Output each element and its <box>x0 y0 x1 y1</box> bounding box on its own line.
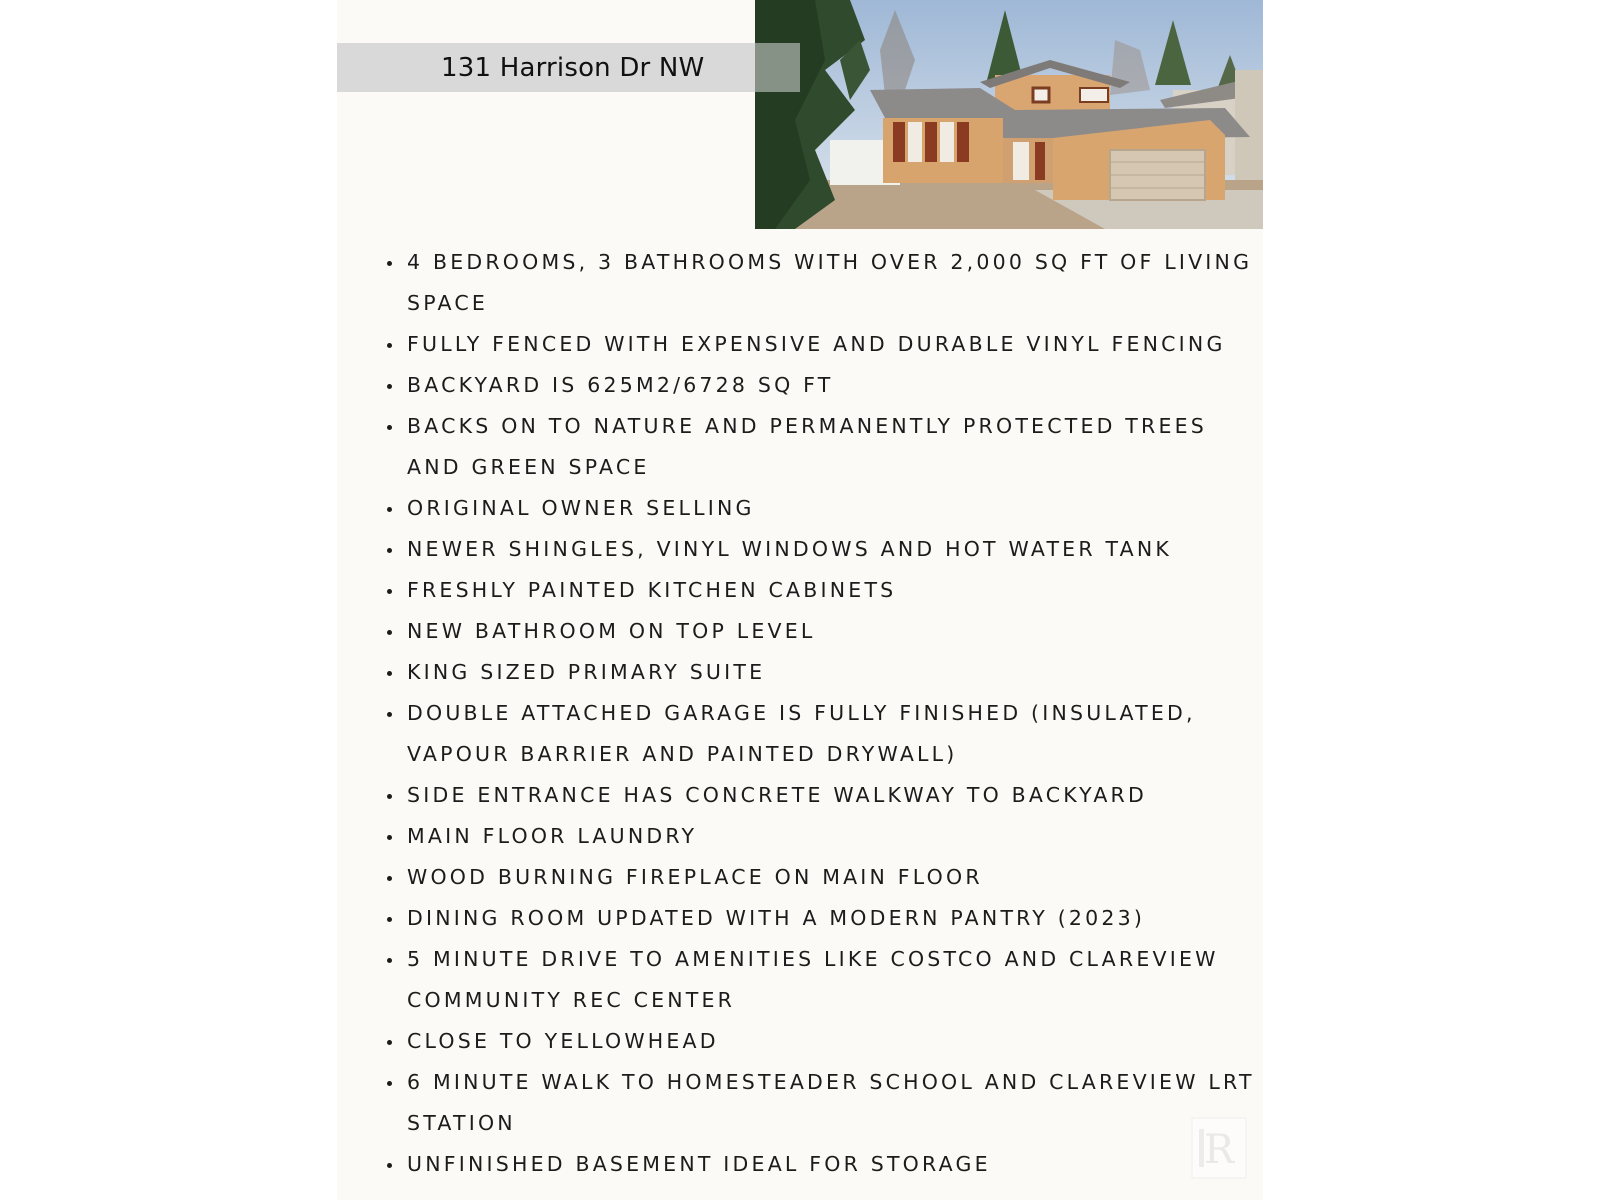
list-item: WOOD BURNING FIREPLACE ON MAIN FLOOR <box>387 857 1259 898</box>
house-exterior-photo-icon <box>755 0 1263 229</box>
list-item: MAIN FLOOR LAUNDRY <box>387 816 1259 857</box>
list-item: ORIGINAL OWNER SELLING <box>387 488 1259 529</box>
list-item: 5 MINUTE DRIVE TO AMENITIES LIKE COSTCO AND CLAREVIEW COMMUNITY REC CENTER <box>387 939 1259 1021</box>
list-item: CLOSE TO YELLOWHEAD <box>387 1021 1259 1062</box>
list-item: DINING ROOM UPDATED WITH A MODERN PANTRY (2023) <box>387 898 1259 939</box>
list-item: UNFINISHED BASEMENT IDEAL FOR STORAGE <box>387 1144 1259 1185</box>
list-item: 4 BEDROOMS, 3 BATHROOMS WITH OVER 2,000 SQ FT OF LIVING SPACE <box>387 242 1259 324</box>
svg-text:R: R <box>1203 1127 1235 1173</box>
list-item: KING SIZED PRIMARY SUITE <box>387 652 1259 693</box>
house-photo <box>755 0 1263 229</box>
list-item: DOUBLE ATTACHED GARAGE IS FULLY FINISHED (INSULATED, VAPOUR BARRIER AND PAINTED DRYWALL) <box>387 693 1259 775</box>
list-item: 6 MINUTE WALK TO HOMESTEADER SCHOOL AND CLAREVIEW LRT STATION <box>387 1062 1259 1144</box>
list-item: NEWER SHINGLES, VINYL WINDOWS AND HOT WATER TANK <box>387 529 1259 570</box>
list-item: FULLY FENCED WITH EXPENSIVE AND DURABLE VINYL FENCING <box>387 324 1259 365</box>
feature-list <box>387 242 1259 1185</box>
list-item: NEW BATHROOM ON TOP LEVEL <box>387 611 1259 652</box>
realtor-logo-icon <box>1191 1117 1247 1179</box>
list-item: FRESHLY PAINTED KITCHEN CABINETS <box>387 570 1259 611</box>
list-item: BACKYARD IS 625M2/6728 SQ FT <box>387 365 1259 406</box>
list-item: BACKS ON TO NATURE AND PERMANENTLY PROTECTED TREES AND GREEN SPACE <box>387 406 1259 488</box>
listing-address: 131 Harrison Dr NW <box>441 53 705 83</box>
address-banner <box>337 43 800 92</box>
listing-sheet <box>337 0 1263 1200</box>
list-item: SIDE ENTRANCE HAS CONCRETE WALKWAY TO BACKYARD <box>387 775 1259 816</box>
